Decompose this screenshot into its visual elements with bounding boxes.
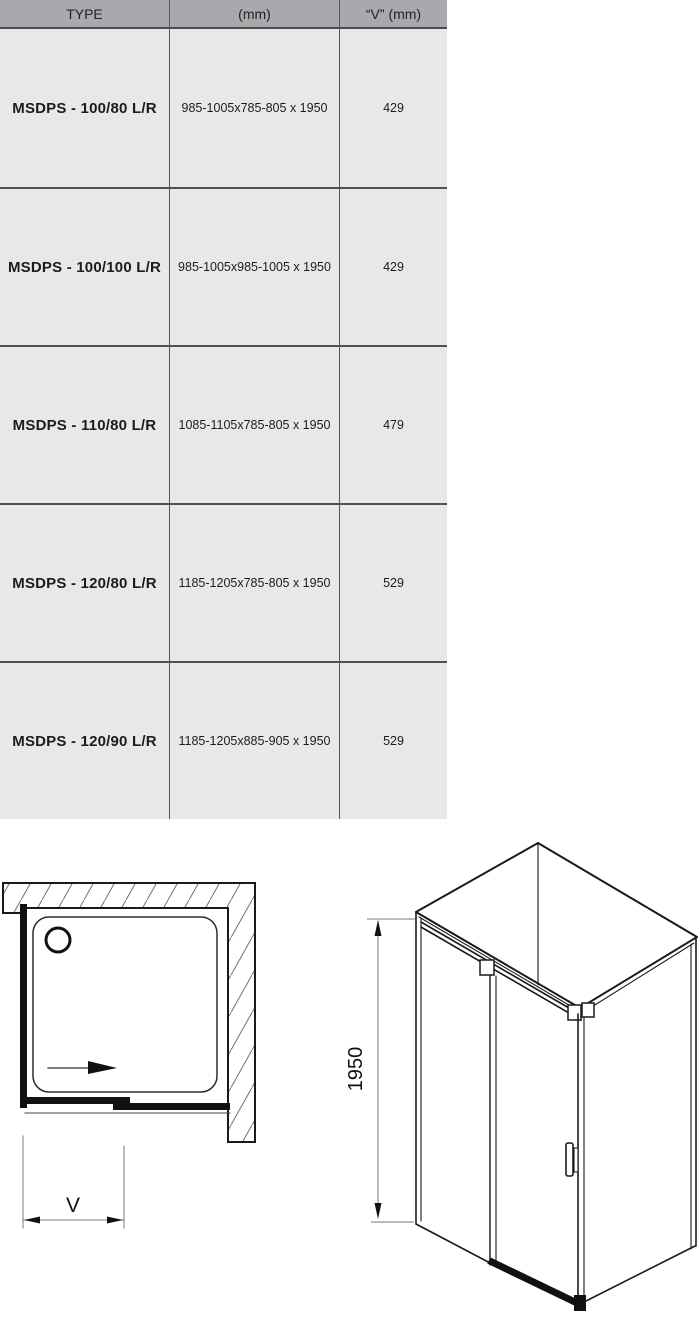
door-bottom-rail — [492, 1262, 579, 1304]
v-arrow-right — [107, 1217, 123, 1224]
table-row-cell-v — [340, 187, 447, 345]
table-row-cell-dimensions — [170, 187, 340, 345]
top-edge-back-left — [416, 843, 538, 912]
table-row-cell-type — [0, 661, 170, 819]
slide-arrow-head — [88, 1061, 117, 1074]
table-row-cell-dimensions — [170, 345, 340, 503]
model-v-value: 429 — [383, 260, 404, 274]
model-dimensions: 1185-1205x885-905 x 1950 — [178, 734, 331, 748]
model-name: MSDPS - 110/80 L/R — [12, 416, 157, 434]
rail-end-bracket-side — [582, 1003, 594, 1017]
table-row-cell-type — [0, 345, 170, 503]
rail-end-bracket-front — [568, 1005, 581, 1020]
model-v-value: 429 — [383, 101, 404, 115]
v-dimension-label: V — [65, 1194, 81, 1217]
door-rail-right — [113, 1103, 230, 1110]
shower-tray — [33, 917, 217, 1092]
height-arrow-down — [375, 1203, 382, 1219]
fixed-panel-left — [20, 904, 27, 1108]
model-dimensions: 985-1005x985-1005 x 1950 — [178, 260, 331, 274]
v-arrow-left — [24, 1217, 40, 1224]
table-row-cell-v — [340, 29, 447, 187]
height-dimension-label: 1950 — [345, 1046, 367, 1092]
technical-drawings — [0, 830, 700, 1317]
table-row-cell-dimensions — [170, 661, 340, 819]
model-dimensions: 985-1005x785-805 x 1950 — [181, 101, 328, 115]
top-edge-back-right — [538, 843, 697, 937]
rail-bottom-line — [421, 927, 581, 1020]
drawings-svg — [0, 830, 700, 1317]
column-header-label: TYPE — [66, 5, 103, 22]
door-rail-left — [20, 1097, 130, 1104]
right-bottom-edge — [584, 1246, 695, 1302]
door-handle — [566, 1143, 573, 1176]
table-row-cell-v — [340, 503, 447, 661]
column-header-mm — [170, 0, 340, 29]
column-header-type — [0, 0, 170, 29]
glass-top-inner-right — [582, 943, 694, 1013]
top-edge-front-right — [580, 937, 697, 1008]
model-v-value: 529 — [383, 576, 404, 590]
height-dimension — [345, 919, 415, 1222]
height-arrow-up — [375, 920, 382, 936]
glass-top-inner-left — [419, 917, 579, 1011]
model-v-value: 479 — [383, 418, 404, 432]
model-name: MSDPS - 120/90 L/R — [12, 732, 157, 750]
spec-table — [0, 0, 447, 819]
rail-top-line — [421, 922, 581, 1015]
drain-circle — [46, 928, 70, 952]
model-name: MSDPS - 120/80 L/R — [12, 574, 157, 592]
table-row-cell-type — [0, 503, 170, 661]
top-edge-front-left — [416, 912, 580, 1008]
table-row-cell-type — [0, 29, 170, 187]
table-row-cell-v — [340, 661, 447, 819]
rail-hanger-bracket — [480, 960, 494, 975]
column-header-label: (mm) — [238, 5, 271, 22]
model-v-value: 529 — [383, 734, 404, 748]
left-bottom-edge — [416, 1224, 492, 1264]
table-row-cell-type — [0, 187, 170, 345]
model-dimensions: 1085-1105x785-805 x 1950 — [178, 418, 331, 432]
column-header-label: “V” (mm) — [365, 5, 422, 22]
door-handle-plate — [574, 1148, 578, 1172]
plan-view-drawing — [3, 883, 255, 1228]
table-row-cell-dimensions — [170, 503, 340, 661]
table-row-cell-dimensions — [170, 29, 340, 187]
model-name: MSDPS - 100/100 L/R — [7, 258, 162, 276]
isometric-view-drawing — [416, 843, 697, 1311]
table-row-cell-v — [340, 345, 447, 503]
model-dimensions: 1185-1205x785-805 x 1950 — [178, 576, 331, 590]
model-name: MSDPS - 100/80 L/R — [12, 99, 157, 117]
column-header-v — [340, 0, 447, 29]
